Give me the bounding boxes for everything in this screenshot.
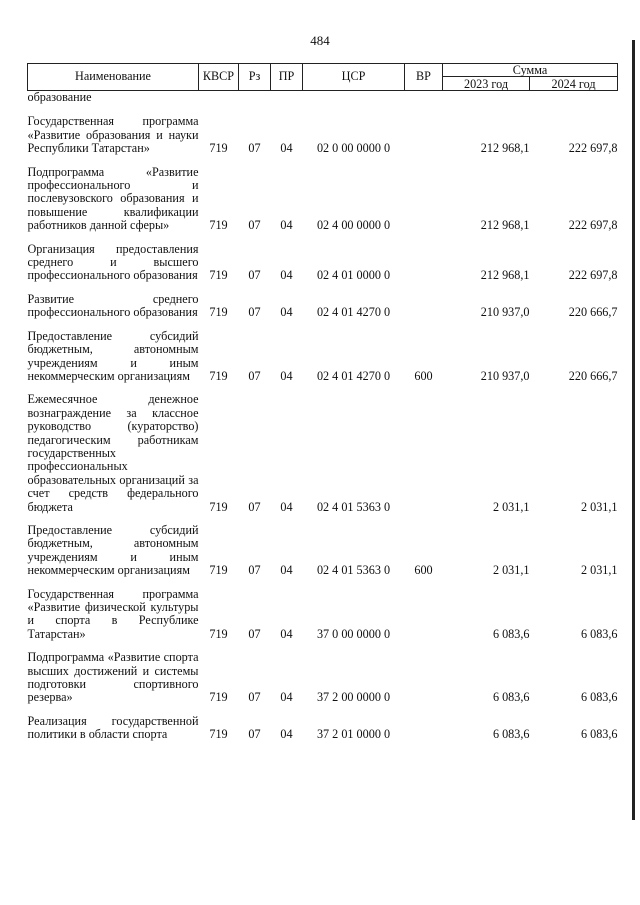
cell-sum-2023: 2 031,1	[492, 563, 530, 578]
cell-csr: 37 0 00 0000 0	[316, 626, 391, 641]
cell-pr: 04	[280, 626, 293, 641]
cell-csr: 02 4 01 4270 0	[316, 368, 391, 383]
cell-sum-2024: 6 083,6	[580, 727, 618, 742]
cell-kvsr: 719	[209, 626, 228, 641]
cell-kvsr: 719	[209, 218, 228, 233]
cell-sum-2024: 220 666,7	[568, 368, 618, 383]
cell-pr: 04	[280, 218, 293, 233]
cell-sum-2023: 210 937,0	[480, 368, 530, 383]
budget-table	[27, 63, 618, 745]
cell-kvsr: 719	[209, 268, 228, 283]
cell-vr	[405, 581, 443, 645]
cell-pr: 04	[280, 727, 293, 742]
table-row	[28, 517, 618, 581]
cell-pr	[271, 91, 303, 109]
cell-pr: 04	[280, 563, 293, 578]
cell-csr: 02 4 01 0000 0	[316, 268, 391, 283]
cell-vr: 600	[414, 563, 433, 578]
cell-sum-2024	[530, 91, 618, 109]
cell-sum-2023: 210 937,0	[480, 305, 530, 320]
cell-name: Государственная программа «Развитие образования и науки Республики Татарстан»	[27, 114, 199, 156]
table-row	[28, 581, 618, 645]
cell-pr: 04	[280, 268, 293, 283]
table-row	[28, 323, 618, 387]
cell-sum-2024: 2 031,1	[580, 499, 618, 514]
cell-sum-2023: 6 083,6	[492, 690, 530, 705]
cell-sum-2024: 2 031,1	[580, 563, 618, 578]
cell-sum-2023: 212 968,1	[480, 218, 530, 233]
cell-rz: 07	[248, 141, 261, 156]
cell-rz: 07	[248, 268, 261, 283]
cell-sum-2023	[443, 91, 530, 109]
cell-sum-2024: 222 697,8	[568, 268, 618, 283]
cell-csr: 02 4 01 5363 0	[316, 563, 391, 578]
cell-sum-2024: 6 083,6	[580, 626, 618, 641]
cell-csr: 02 4 01 4270 0	[316, 305, 391, 320]
header-csr: ЦСР	[303, 64, 405, 91]
table-body	[28, 91, 618, 745]
header-sum: Сумма	[443, 64, 618, 77]
table-row	[28, 708, 618, 745]
cell-pr: 04	[280, 305, 293, 320]
cell-csr: 02 4 00 0000 0	[316, 218, 391, 233]
cell-csr: 02 0 00 0000 0	[316, 141, 391, 156]
cell-kvsr	[199, 91, 239, 109]
cell-vr	[405, 286, 443, 323]
header-name: Наименование	[28, 64, 199, 91]
cell-pr: 04	[280, 368, 293, 383]
cell-rz: 07	[248, 563, 261, 578]
cell-name: образование	[27, 90, 92, 104]
header-pr: ПР	[271, 64, 303, 91]
cell-rz: 07	[248, 727, 261, 742]
cell-sum-2023: 212 968,1	[480, 141, 530, 156]
cell-name: Предоставление субсидий бюджетным, автономным учреждениям и иным некоммерческим организациям	[27, 328, 199, 383]
header-vr: ВР	[405, 64, 443, 91]
cell-kvsr: 719	[209, 690, 228, 705]
cell-name: Ежемесячное денежное вознаграждение за классное руководство (кураторство) педагогическим работникам государственных профессиональных образовательных организаций за счет средств федерального бюджета	[27, 392, 199, 514]
cell-vr	[405, 644, 443, 708]
cell-name: Подпрограмма «Развитие профессионального и послевузовского образования и повышение квалификации работников данной сферы»	[27, 164, 199, 233]
cell-vr	[405, 159, 443, 236]
cell-csr: 37 2 01 0000 0	[316, 727, 391, 742]
cell-rz: 07	[248, 499, 261, 514]
cell-name: Государственная программа «Развитие физической культуры и спорта в Республике Татарстан»	[27, 586, 199, 641]
cell-name: Подпрограмма «Развитие спорта высших достижений и системы подготовки спортивного резерва»	[27, 650, 199, 705]
cell-kvsr: 719	[209, 141, 228, 156]
table-row	[28, 159, 618, 236]
table-row	[28, 108, 618, 158]
cell-kvsr: 719	[209, 727, 228, 742]
cell-sum-2023: 6 083,6	[492, 626, 530, 641]
cell-kvsr: 719	[209, 499, 228, 514]
cell-name: Реализация государственной политики в области спорта	[27, 713, 199, 742]
cell-pr: 04	[280, 141, 293, 156]
cell-sum-2023: 6 083,6	[492, 727, 530, 742]
header-kvsr: КВСР	[199, 64, 239, 91]
cell-vr	[405, 91, 443, 109]
cell-vr	[405, 386, 443, 517]
cell-rz: 07	[248, 626, 261, 641]
table-row	[28, 386, 618, 517]
cell-csr: 37 2 00 0000 0	[316, 690, 391, 705]
cell-vr	[405, 236, 443, 286]
table-row	[28, 91, 618, 109]
cell-kvsr: 719	[209, 563, 228, 578]
cell-vr: 600	[414, 368, 433, 383]
cell-csr	[303, 91, 405, 109]
cell-kvsr: 719	[209, 368, 228, 383]
cell-vr	[405, 708, 443, 745]
header-year-2023: 2023 год	[443, 77, 530, 91]
table-header	[28, 64, 618, 91]
cell-rz: 07	[248, 690, 261, 705]
cell-name: Организация предоставления среднего и высшего профессионального образования	[27, 241, 199, 283]
cell-pr: 04	[280, 499, 293, 514]
header-year-2024: 2024 год	[530, 77, 618, 91]
cell-csr: 02 4 01 5363 0	[316, 499, 391, 514]
cell-name: Развитие среднего профессионального образования	[27, 291, 199, 320]
cell-name: Предоставление субсидий бюджетным, автономным учреждениям и иным некоммерческим организациям	[27, 522, 199, 578]
cell-rz: 07	[248, 305, 261, 320]
header-rz: Рз	[239, 64, 271, 91]
page-edge-rule	[632, 40, 635, 820]
table-row	[28, 236, 618, 286]
cell-sum-2024: 220 666,7	[568, 305, 618, 320]
table-row	[28, 286, 618, 323]
cell-sum-2024: 222 697,8	[568, 141, 618, 156]
cell-rz: 07	[248, 218, 261, 233]
cell-kvsr: 719	[209, 305, 228, 320]
page-number: 484	[310, 33, 330, 48]
cell-pr: 04	[280, 690, 293, 705]
cell-sum-2023: 2 031,1	[492, 499, 530, 514]
cell-rz	[239, 91, 271, 109]
cell-sum-2023: 212 968,1	[480, 268, 530, 283]
cell-sum-2024: 6 083,6	[580, 690, 618, 705]
cell-sum-2024: 222 697,8	[568, 218, 618, 233]
cell-vr	[405, 108, 443, 158]
cell-rz: 07	[248, 368, 261, 383]
table-row	[28, 644, 618, 708]
